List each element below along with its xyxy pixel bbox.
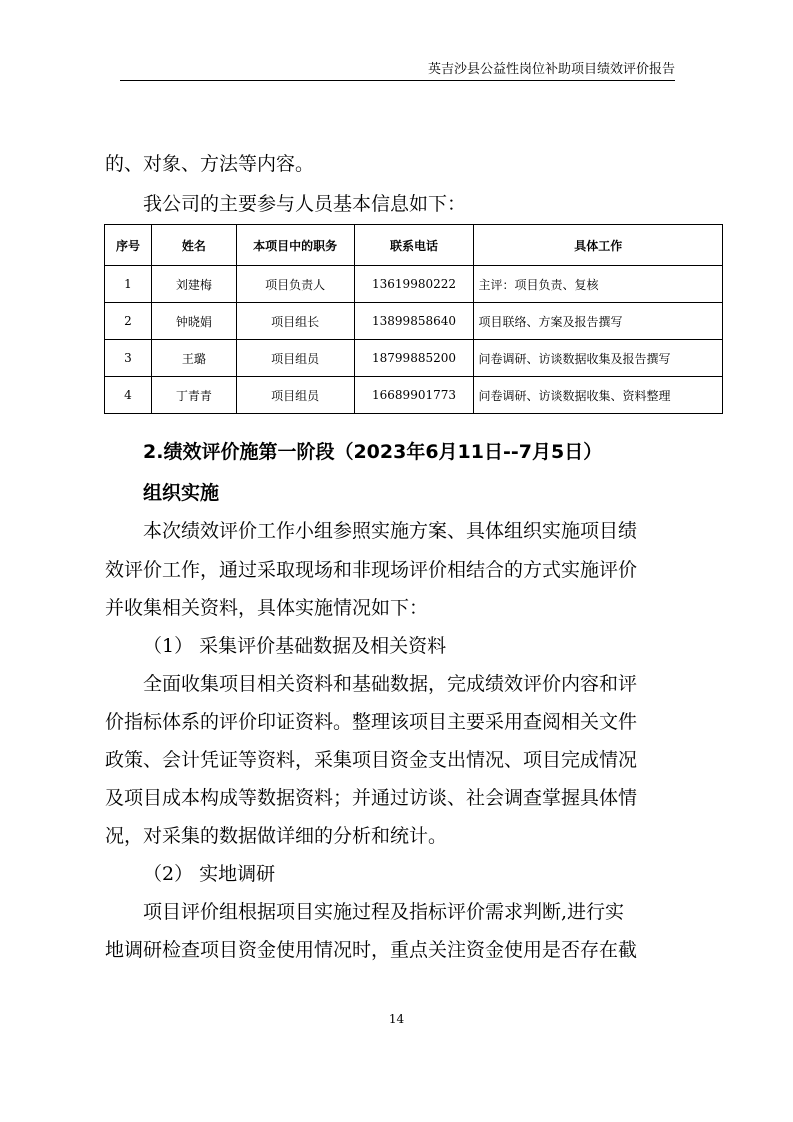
item-title-2: （2） 实地调研 xyxy=(143,863,276,885)
intro-line: 的、对象、方法等内容。 xyxy=(105,153,315,175)
subsection-title: 组织实施 xyxy=(143,482,220,504)
cell-role: 项目组员 xyxy=(236,377,354,414)
cell-index: 1 xyxy=(105,266,152,303)
cell-name: 钟晓娟 xyxy=(151,303,236,340)
cell-role: 项目负责人 xyxy=(236,266,354,303)
col-header-role: 本项目中的职务 xyxy=(236,225,354,266)
staff-table xyxy=(104,224,723,414)
item-title-1: （1） 采集评价基础数据及相关资料 xyxy=(143,635,447,657)
cell-name: 丁青青 xyxy=(151,377,236,414)
cell-index: 4 xyxy=(105,377,152,414)
table-row xyxy=(105,340,723,377)
page-header: 英吉沙县公益性岗位补助项目绩效评价报告 xyxy=(120,60,675,81)
table-header-row xyxy=(105,225,723,266)
cell-name: 刘建梅 xyxy=(151,266,236,303)
paragraph-line: 况，对采集的数据做详细的分析和统计。 xyxy=(105,825,448,847)
paragraph-line: 政策、会计凭证等资料，采集项目资金支出情况、项目完成情况 xyxy=(105,749,638,771)
paragraph-line: 效评价工作，通过采取现场和非现场评价相结合的方式实施评价 xyxy=(105,559,638,581)
paragraph-line: 并收集相关资料，具体实施情况如下： xyxy=(105,597,429,619)
paragraph-line: 价指标体系的评价印证资料。整理该项目主要采用查阅相关文件 xyxy=(105,711,638,733)
cell-role: 项目组长 xyxy=(236,303,354,340)
page-number: 14 xyxy=(388,1012,405,1026)
col-header-name: 姓名 xyxy=(151,225,236,266)
cell-work: 主评：项目负责、复核 xyxy=(474,266,723,303)
paragraph-line: 项目评价组根据项目实施过程及指标评价需求判断,进行实 xyxy=(143,901,625,923)
cell-work: 问卷调研、访谈数据收集、资料整理 xyxy=(474,377,723,414)
cell-index: 2 xyxy=(105,303,152,340)
col-header-index: 序号 xyxy=(105,225,152,266)
cell-index: 3 xyxy=(105,340,152,377)
paragraph-line: 全面收集项目相关资料和基础数据，完成绩效评价内容和评 xyxy=(143,673,638,695)
table-row xyxy=(105,377,723,414)
table-row xyxy=(105,266,723,303)
cell-phone: 16689901773 xyxy=(354,377,474,414)
cell-work: 项目联络、方案及报告撰写 xyxy=(474,303,723,340)
col-header-work: 具体工作 xyxy=(474,225,723,266)
cell-role: 项目组员 xyxy=(236,340,354,377)
cell-phone: 18799885200 xyxy=(354,340,474,377)
section-title: 2.绩效评价施第一阶段（2023年6月11日--7月5日） xyxy=(143,441,603,463)
paragraph-line: 地调研检查项目资金使用情况时，重点关注资金使用是否存在截 xyxy=(105,939,638,961)
table-row xyxy=(105,303,723,340)
paragraph-line: 及项目成本构成等数据资料；并通过访谈、社会调查掌握具体情 xyxy=(105,787,638,809)
cell-phone: 13619980222 xyxy=(354,266,474,303)
paragraph-line: 本次绩效评价工作小组参照实施方案、具体组织实施项目绩 xyxy=(143,520,638,542)
cell-name: 王璐 xyxy=(151,340,236,377)
cell-work: 问卷调研、访谈数据收集及报告撰写 xyxy=(474,340,723,377)
staff-intro: 我公司的主要参与人员基本信息如下： xyxy=(143,193,467,215)
cell-phone: 13899858640 xyxy=(354,303,474,340)
col-header-phone: 联系电话 xyxy=(354,225,474,266)
